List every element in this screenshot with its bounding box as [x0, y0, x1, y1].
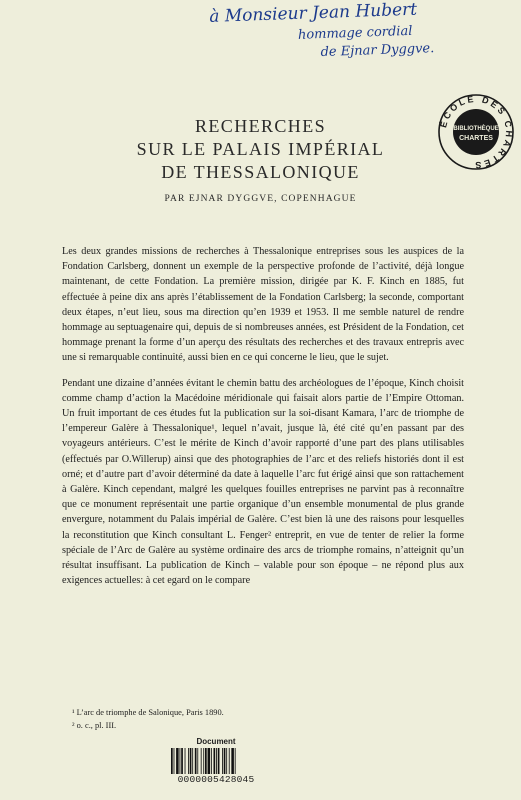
barcode-icon	[170, 748, 262, 774]
stamp-center-bottom: CHARTES	[459, 135, 493, 142]
dedication-line-2: hommage cordial	[297, 23, 413, 43]
barcode-title: Document	[196, 737, 236, 746]
handwritten-dedication	[209, 0, 491, 75]
article-heading	[0, 115, 521, 204]
article-body	[62, 244, 464, 588]
footnotes	[62, 706, 464, 732]
barcode-number: 0000005428045	[177, 774, 255, 785]
paragraph-2: Pendant une dizaine d’années évitant le chemin battu des archéologues de l’époque, Kinch choisit comme champ d’action la Macédoine méridionale qui faisait alors partie de l’Empire Ottoman. Un fruit important de ces études fut la publication sur la soi-disant Kamara, l’arc de triomphe de l’empereur Galère à Thessalonique¹, lequel n’avait, jusque là, été cité qu’en passant par des voyageurs antérieurs. C’est le mérite de Kinch d’avoir rapporté d’une part des plans utilisables (effectués par O.Willerup) ainsi que des photographies de l’arc et des reliefs historiés dont il est orné; et d’autre part d’avoir déterminé da date à laquelle l’arc fut érigé ainsi que son rattachement à Galère. Kinch cependant, malgré les quelques fouilles entreprises ne parvint pas à reconnaître que ce monument représentait une partie organique d’un ensemble monumental de plus grande envergure, notamment du Palais impérial de Galère. C’est bien là une des raisons pour lesquelles la reconstitution que Kinch consultant L. Fenger² entreprit, en vue de tenter de relier la forme spéciale de l’Arc de Galère au système ordinaire des arcs de triomphe romains, n’atteignit qu’un résultat insuffisant. La publication de Kinch – valable pour son époque – ne répond plus aux exigences actuelles: à cet egard on le compare	[62, 377, 464, 587]
barcode-label	[168, 737, 264, 785]
paragraph-1: Les deux grandes missions de recherches à Thessalonique entreprises sous les auspices de la Fondation Carlsberg, donnent un exemple de la perspective profonde de l’activité, déjà longue maintenant, de cette Fondation. La première mission, dirigée par K. F. Kinch en 1885, fut effectuée à peine dix ans après l’établissement de la Fondation Carlsberg; la seconde, comportant deux étapes, n’eut lieu, sous ma direction qu’en 1939 et 1953. Il me semble naturel de rendre hommage au septuagenaire qui, depuis de si nombreuses années, est Président de la Fondation, cet hommage prenant la forme d’un aperçu des résultats des recherches et des travaux entrepris avec une si remarquable continuité, aussi bien en ce qui concerne le lieu, que le sujet.	[62, 246, 464, 364]
stamp-center-top: BIBLIOTHÈQUE	[453, 126, 499, 132]
stamp-ring-text: ÉCOLE DES CHARTES	[438, 93, 515, 171]
footnote-1: ¹ L’arc de triomphe de Salonique, Paris 1890.	[72, 708, 224, 717]
dedication-line-1: à Monsieur Jean Hubert	[208, 0, 418, 27]
footnote-2: ² o. c., pl. III.	[72, 721, 117, 730]
title-line-1: RECHERCHES	[194, 116, 327, 136]
author-line: PAR EJNAR DYGGVE, COPENHAGUE	[164, 194, 357, 204]
dedication-line-3: de Ejnar Dyggve.	[320, 41, 435, 61]
title-line-3: DE THESSALONIQUE	[161, 162, 360, 182]
title-line-2: SUR LE PALAIS IMPÉRIAL	[136, 139, 385, 159]
